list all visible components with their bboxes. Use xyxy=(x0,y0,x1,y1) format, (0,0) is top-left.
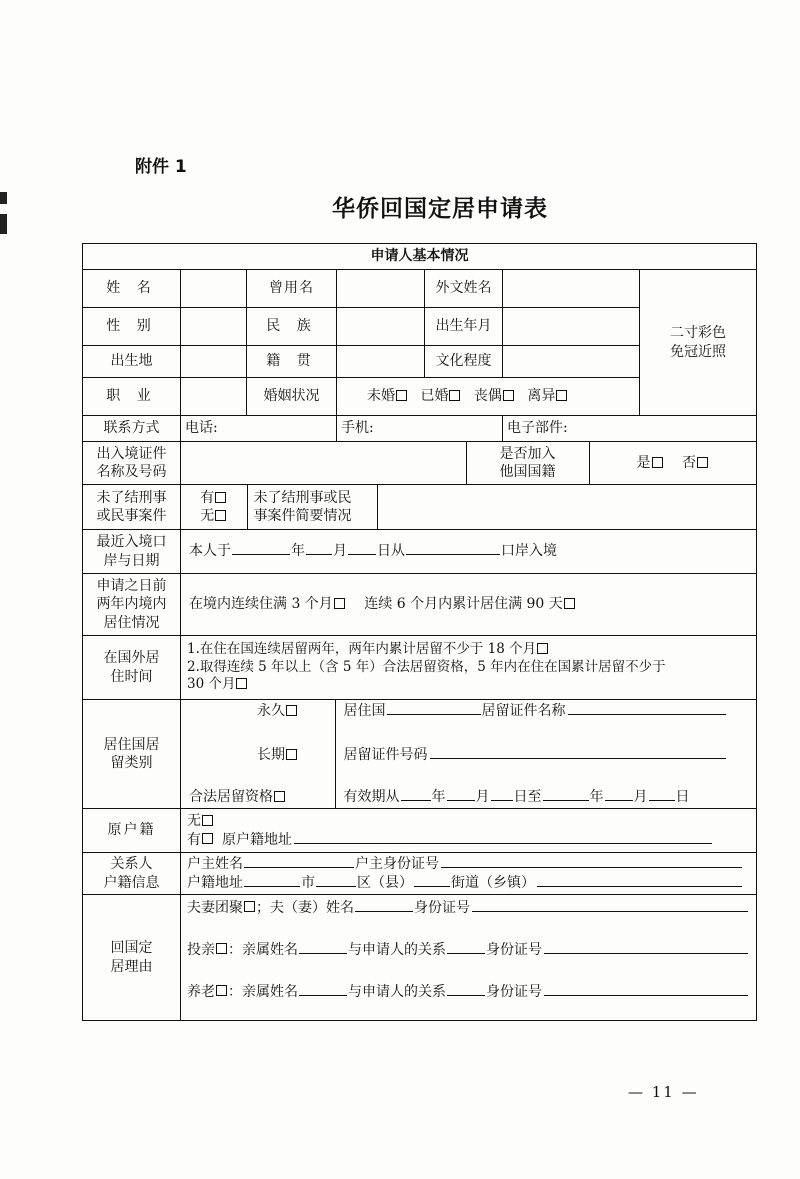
checkbox-two-years[interactable] xyxy=(537,643,548,654)
marital-unmarried[interactable]: 未婚 xyxy=(367,388,408,404)
name-field[interactable] xyxy=(181,270,247,308)
foreign-nationality-label: 是否加入 他国国籍 xyxy=(466,442,589,484)
checkbox-has-hukou[interactable] xyxy=(202,833,213,844)
former-name-field[interactable] xyxy=(337,270,425,308)
relative-hukou-fields: 户主姓名 户主身份证号 户籍地址 市 区（县） 街道（乡镇） xyxy=(181,853,757,895)
permit-name-field[interactable] xyxy=(568,702,727,715)
entry-field[interactable]: 本人于 年 月 日从 口岸入境 xyxy=(181,530,757,574)
photo-caption-1: 二寸彩色 xyxy=(670,325,727,342)
checkbox[interactable] xyxy=(503,390,514,401)
street-field[interactable] xyxy=(537,874,742,887)
occupation-field[interactable] xyxy=(181,378,247,416)
domestic-residence-label: 申请之日前 两年内境内 居住情况 xyxy=(83,574,181,636)
spouse-id-field[interactable] xyxy=(472,899,748,912)
foreign-name-field[interactable] xyxy=(503,270,640,308)
birthplace-label: 出生地 xyxy=(83,346,181,378)
hukou-label: 原户籍 xyxy=(83,809,181,853)
marital-widowed[interactable]: 丧偶 xyxy=(474,388,515,404)
residence-type-row xyxy=(181,700,757,809)
section-header: 申请人基本情况 xyxy=(83,244,757,270)
checkbox-permanent[interactable] xyxy=(286,705,297,716)
checkbox-eldercare[interactable] xyxy=(216,985,227,996)
hukou-options: 无 有 原户籍地址 xyxy=(181,809,757,853)
foreign-name-label: 外文姓名 xyxy=(425,270,503,308)
hukou-address-field[interactable] xyxy=(294,831,712,844)
return-reason-fields: 夫妻团聚 ；夫（妻）姓名 身份证号 投亲 ：亲属姓名 与申请人的关系 身份证号 养老 ：亲属姓名 与申请人的关系 身份证号 xyxy=(181,895,757,1021)
education-field[interactable] xyxy=(503,346,640,378)
residence-type-options: 永久 长期 合法居留资格 xyxy=(181,700,335,808)
checkbox-no-hukou[interactable] xyxy=(202,815,213,826)
form-title: 华侨回国定居申请表 xyxy=(332,196,548,222)
checkbox-no[interactable] xyxy=(697,457,708,468)
domestic-residence-options: 在境内连续住满 3 个月 连续 6 个月内累计居住满 90 天 xyxy=(181,574,757,636)
checkbox-none[interactable] xyxy=(215,510,226,521)
application-form-table xyxy=(82,243,757,1021)
mobile-field[interactable]: 手机: xyxy=(337,416,503,442)
checkbox-legal-status[interactable] xyxy=(274,791,285,802)
criminal-case-row xyxy=(181,485,757,530)
education-label: 文化程度 xyxy=(425,346,503,378)
residence-permit-fields: 居住国 居留证件名称 居留证件号码 有效期从 年 月 日至 年 月 日 xyxy=(335,700,756,808)
criminal-case-label: 未了结刑事 或民事案件 xyxy=(83,485,181,530)
former-name-label: 曾用名 xyxy=(247,270,337,308)
foreign-nationality-options: 是 否 xyxy=(589,442,756,484)
eldercare-id-field[interactable] xyxy=(544,983,748,996)
birth-date-field[interactable] xyxy=(503,308,640,346)
checkbox-yes[interactable] xyxy=(652,457,663,468)
email-field[interactable]: 电子部件: xyxy=(503,416,757,442)
marital-options xyxy=(337,378,640,416)
native-place-field[interactable] xyxy=(337,346,425,378)
residence-type-label: 居住国居 留类别 xyxy=(83,700,181,809)
marital-married[interactable]: 已婚 xyxy=(420,388,461,404)
gender-field[interactable] xyxy=(181,308,247,346)
native-place-label: 籍 贯 xyxy=(247,346,337,378)
contact-label: 联系方式 xyxy=(83,416,181,442)
gender-label: 性 别 xyxy=(83,308,181,346)
return-reason-label: 回国定 居理由 xyxy=(83,895,181,1021)
permit-number-field[interactable] xyxy=(430,746,727,759)
checkbox[interactable] xyxy=(449,390,460,401)
criminal-detail-field[interactable] xyxy=(377,485,756,529)
checkbox-has[interactable] xyxy=(215,492,226,503)
checkbox-3-months[interactable] xyxy=(334,598,345,609)
marital-label: 婚姻状况 xyxy=(247,378,337,416)
passport-row xyxy=(181,442,757,485)
checkbox[interactable] xyxy=(556,390,567,401)
name-label: 姓 名 xyxy=(83,270,181,308)
checkbox[interactable] xyxy=(396,390,407,401)
photo-caption-2: 免冠近照 xyxy=(670,343,727,360)
criminal-detail-label: 未了结刑事或民 事案件简要情况 xyxy=(247,485,377,529)
checkbox-relative[interactable] xyxy=(216,943,227,954)
relative-hukou-label: 关系人 户籍信息 xyxy=(83,853,181,895)
checkbox-long-term[interactable] xyxy=(286,749,297,760)
passport-number-field[interactable] xyxy=(181,442,466,484)
relative-id-field[interactable] xyxy=(544,941,748,954)
photo-box[interactable] xyxy=(640,270,757,416)
criminal-options: 有 无 xyxy=(181,485,247,529)
birth-date-label: 出生年月 xyxy=(425,308,503,346)
abroad-residence-options: 1.在住在国连续居留两年，两年内累计居留不少于 18 个月 2.取得连续 5 年以上（含 5 年）合法居留资格，5 年内在住在国累计居留不少于 30 个月 xyxy=(181,636,757,700)
birthplace-field[interactable] xyxy=(181,346,247,378)
abroad-residence-label: 在国外居 住时间 xyxy=(83,636,181,700)
marital-divorced[interactable]: 离异 xyxy=(527,388,568,404)
head-id-field[interactable] xyxy=(441,855,742,868)
passport-label: 出入境证件 名称及号码 xyxy=(83,442,181,485)
ethnicity-field[interactable] xyxy=(337,308,425,346)
page-number: — 11 — xyxy=(628,1083,699,1101)
checkbox-spouse[interactable] xyxy=(244,901,255,912)
checkbox-90-days[interactable] xyxy=(564,598,575,609)
phone-field[interactable]: 电话: xyxy=(181,416,337,442)
entry-label: 最近入境口 岸与日期 xyxy=(83,530,181,574)
attachment-label: 附件 1 xyxy=(135,157,187,177)
checkbox-five-years[interactable] xyxy=(236,678,247,689)
ethnicity-label: 民 族 xyxy=(247,308,337,346)
occupation-label: 职 业 xyxy=(83,378,181,416)
